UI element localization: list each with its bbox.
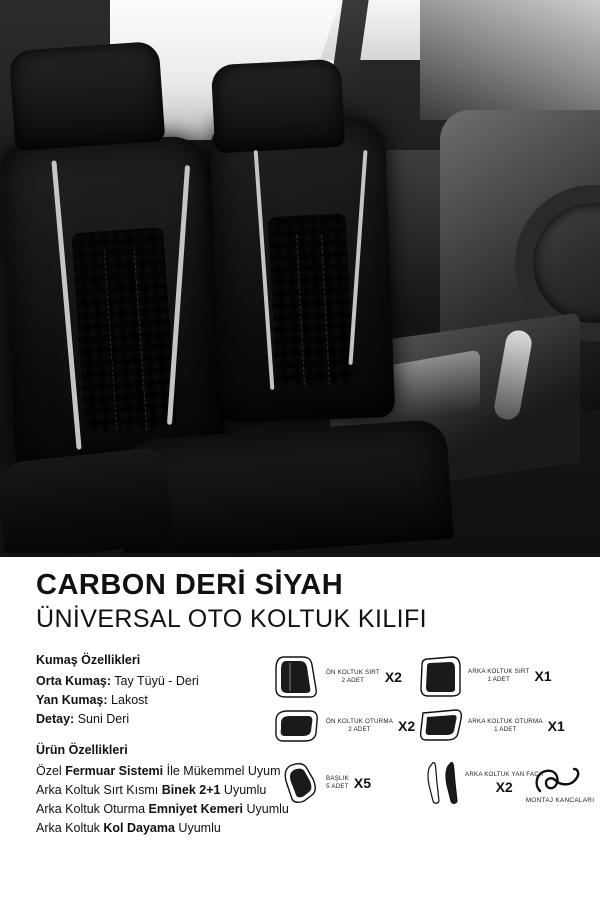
- driver-headrest: [9, 41, 166, 151]
- part-rear-seat-back: [418, 653, 552, 699]
- feature-post: Uyumlu: [174, 821, 221, 835]
- info-panel: [0, 553, 600, 900]
- passenger-carbon-panel: [268, 213, 355, 387]
- fabric-value: Lakost: [111, 693, 148, 707]
- feature-bold: Binek 2+1: [161, 783, 221, 797]
- part-qty: X5: [353, 775, 371, 791]
- feature-row: [36, 819, 306, 838]
- feature-row: [36, 800, 306, 819]
- part-count: 2 ADET: [341, 677, 365, 684]
- features-heading: Ürün Özellikleri: [36, 743, 128, 757]
- fabric-value: Suni Deri: [77, 712, 130, 726]
- part-headrest: [278, 761, 371, 805]
- feature-bold: Fermuar Sistemi: [65, 764, 164, 778]
- part-name: BAŞLIK: [326, 775, 349, 782]
- part-name: MONTAJ KANCALARI: [525, 797, 595, 804]
- mounting-hook-icon: [530, 765, 590, 795]
- fabric-row: [36, 710, 306, 729]
- product-subtitle: ÜNİVERSAL OTO KOLTUK KILIFI: [36, 605, 427, 633]
- passenger-headrest: [211, 59, 345, 154]
- driver-carbon-panel: [71, 227, 177, 433]
- door-upper: [420, 0, 600, 120]
- part-name: ÖN KOLTUK OTURMA: [326, 718, 394, 725]
- fabric-row: [36, 672, 306, 691]
- feature-row: [36, 781, 306, 800]
- part-mounting-hooks: [520, 765, 600, 804]
- fabric-heading: Kumaş Özellikleri: [36, 653, 141, 667]
- part-count: 2 ADET: [348, 726, 371, 733]
- feature-post: Uyumlu: [243, 802, 289, 816]
- product-title: CARBON DERİ SİYAH: [36, 569, 344, 601]
- rear-side-panel-icon: [422, 761, 462, 805]
- part-name: ARKA KOLTUK SIRT: [468, 668, 530, 675]
- front-seat-back-icon: [270, 653, 322, 701]
- part-count: 1 ADET: [494, 726, 517, 733]
- part-front-seat-back: [270, 653, 402, 701]
- fabric-label: Orta Kumaş:: [36, 674, 112, 688]
- parts-legend: [270, 653, 595, 883]
- part-qty: X1: [547, 718, 565, 734]
- front-seat-cushion-icon: [270, 705, 322, 747]
- part-count: 1 ADET: [487, 676, 510, 683]
- part-qty: X2: [495, 779, 513, 795]
- part-name: ARKA KOLTUK YAN FAÇA: [465, 771, 544, 778]
- rear-seat-cushion-icon: [418, 705, 464, 747]
- feature-row: [36, 762, 306, 781]
- fabric-label: Yan Kumaş:: [36, 693, 108, 707]
- panel-divider: [0, 553, 600, 557]
- specs-block: [36, 653, 306, 838]
- rear-seat-back-icon: [418, 653, 464, 699]
- feature-post: İle Mükemmel Uyum: [163, 764, 281, 778]
- feature-pre: Arka Koltuk Sırt Kısmı: [36, 783, 162, 797]
- feature-bold: Emniyet Kemeri: [148, 802, 244, 816]
- part-rear-seat-cushion: [418, 705, 565, 747]
- headrest-icon: [278, 761, 322, 805]
- part-name: ÖN KOLTUK SIRT: [326, 669, 380, 676]
- part-qty: X2: [398, 718, 416, 734]
- part-name: ARKA KOLTUK OTURMA: [468, 718, 543, 725]
- feature-pre: Özel: [36, 764, 66, 778]
- part-qty: X2: [384, 669, 402, 685]
- part-qty: X1: [534, 668, 552, 684]
- fabric-value: Tay Tüyü - Deri: [114, 674, 199, 688]
- fabric-row: [36, 691, 306, 710]
- feature-pre: Arka Koltuk Oturma: [36, 802, 149, 816]
- driver-seat-cushion: [0, 446, 175, 553]
- part-count: 5 ADET: [326, 783, 349, 790]
- feature-pre: Arka Koltuk: [36, 821, 104, 835]
- feature-post: Uyumlu: [220, 783, 267, 797]
- part-front-seat-cushion: [270, 705, 415, 747]
- fabric-label: Detay:: [36, 712, 75, 726]
- feature-bold: Kol Dayama: [103, 821, 175, 835]
